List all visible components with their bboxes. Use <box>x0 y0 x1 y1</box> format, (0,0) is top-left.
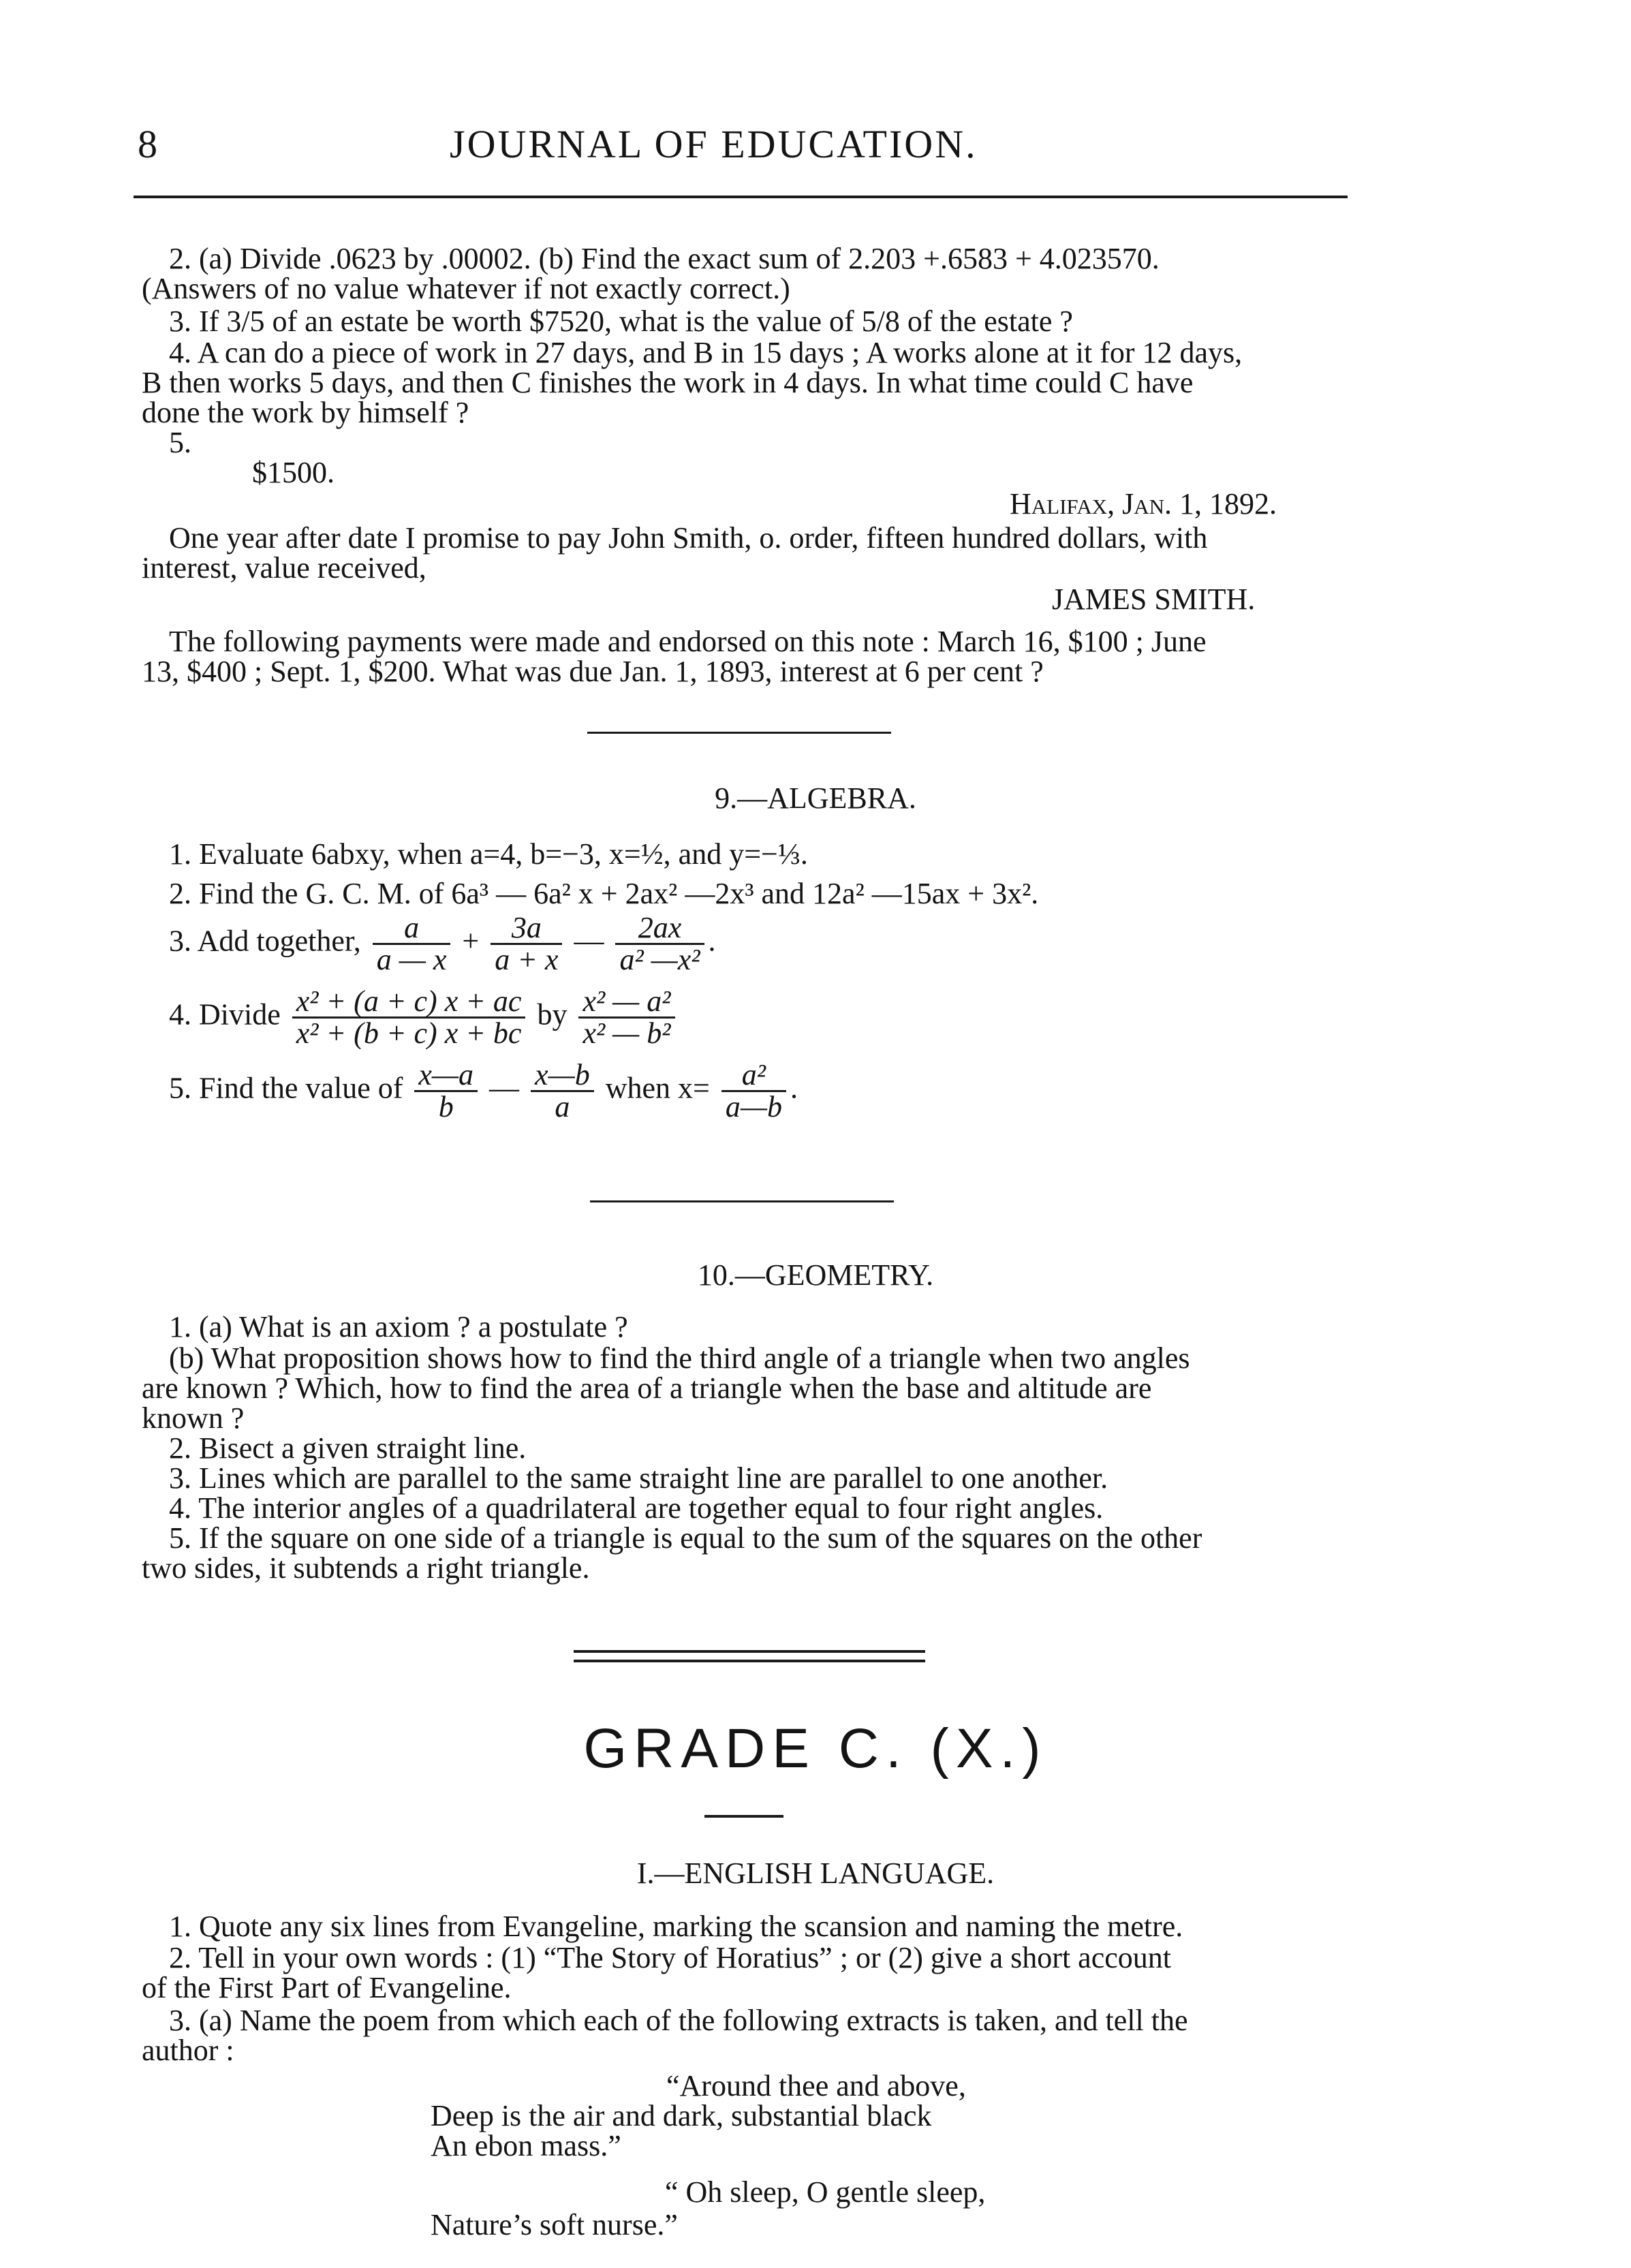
english-question-3-line-1: 3. (a) Name the poem from which each of the following extracts is taken, and tell the <box>169 2004 1188 2037</box>
geometry-question-5-line-1: 5. If the square on one side of a triangle is equal to the sum of the squares on the other <box>169 1521 1202 1555</box>
question-3: 3. If 3/5 of an estate be worth $7520, what is the value of 5/8 of the estate ? <box>169 305 1073 338</box>
section-divider <box>587 732 891 734</box>
english-question-2-line-2: of the First Part of Evangeline. <box>142 1971 512 2004</box>
fraction: $\frac{2ax}{\text{a² —x²}}$ <box>615 913 704 975</box>
page-number: 8 <box>138 122 159 166</box>
fraction: $\frac{\text{x² + (a + c) x + ac}}{\text{x² + (b + c) x + bc}}$ <box>292 987 526 1048</box>
extract-2-line-1: “ Oh sleep, O gentle sleep, <box>665 2175 986 2209</box>
fraction: $\frac{\text{a²}}{a—b}$ <box>721 1060 786 1122</box>
grade-short-rule <box>704 1815 783 1818</box>
geometry-question-3: 3. Lines which are parallel to the same straight line are parallel to one another. <box>169 1461 1108 1495</box>
question-4-line-3: done the work by himself ? <box>142 396 469 429</box>
question-4-line-2: B then works 5 days, and then C finishes the work in 4 days. In what time could C have <box>142 366 1194 399</box>
question-2b: (Answers of no value whatever if not exactly correct.) <box>142 272 790 305</box>
english-question-3-line-2: author : <box>142 2034 234 2067</box>
grade-title: GRADE C. (X.) <box>583 1718 1048 1780</box>
algebra-heading: 9.—ALGEBRA. <box>715 781 916 815</box>
journal-title: JOURNAL OF EDUCATION. <box>450 122 978 166</box>
payments-line-2: 13, $400 ; Sept. 1, $200. What was due Jan. 1, 1893, interest at 6 per cent ? <box>142 655 1044 688</box>
geometry-question-1b-line-3: known ? <box>142 1401 245 1435</box>
double-rule-top <box>574 1650 925 1653</box>
extract-1-line-1: “Around thee and above, <box>666 2069 966 2102</box>
question-5-label: 5. <box>169 426 191 459</box>
note-place-date: Halifax, Jan. 1, 1892. <box>1010 487 1277 521</box>
english-question-1: 1. Quote any six lines from Evangeline, marking the scansion and naming the metre. <box>169 1910 1183 1943</box>
geometry-question-2: 2. Bisect a given straight line. <box>169 1431 527 1465</box>
geometry-question-5-line-2: two sides, it subtends a right triangle. <box>142 1551 590 1585</box>
geometry-question-1b-line-2: are known ? Which, how to find the area of a triangle when the base and altitude are <box>142 1371 1152 1405</box>
algebra-question-4 <box>169 984 679 1050</box>
algebra-question-5: 5. Find the value of $\frac{x—a}{b}$ — $\frac{x—b}{a}$ when x= $\frac{\text{a²}}{a—b}$ . <box>169 1058 798 1123</box>
english-heading: I.—ENGLISH LANGUAGE. <box>636 1857 995 1890</box>
note-line-1: One year after date I promise to pay John Smith, o. order, fifteen hundred dollars, with <box>169 521 1208 555</box>
fraction: $\frac{a}{a — x}$ <box>373 913 451 975</box>
algebra-question-5-when: when x= <box>605 1071 710 1105</box>
double-rule-bottom <box>574 1660 925 1662</box>
fraction: $\frac{x—a}{b}$ <box>414 1060 478 1122</box>
section-divider <box>590 1200 894 1202</box>
algebra-question-3: 3. Add together, $\frac{a}{a — x}$ + $\frac{3a}{a + x}$ — $\frac{2ax}{\text{a² —x²}}$ . <box>169 911 716 976</box>
algebra-question-5-label: 5. Find the value of <box>169 1071 403 1105</box>
question-4-line-1: 4. A can do a piece of work in 27 days, and B in 15 days ; A works alone at it for 12 days, <box>169 336 1243 369</box>
english-question-2-line-1: 2. Tell in your own words : (1) “The Story of Horatius” ; or (2) give a short account <box>169 1941 1171 1974</box>
fraction: $\frac{\text{x² — a²}}{\text{x² — b²}}$ <box>578 987 674 1048</box>
extract-2-line-2: Nature’s soft nurse.” <box>431 2208 678 2241</box>
payments-line-1: The following payments were made and endorsed on this note : March 16, $100 ; June <box>169 625 1207 658</box>
algebra-question-1: 1. Evaluate 6abxy, when a=4, b=−3, x=½, and y=−⅓. <box>169 837 808 871</box>
question-2a: 2. (a) Divide .0623 by .00002. (b) Find the exact sum of 2.203 +.6583 + 4.023570. <box>169 242 1160 275</box>
geometry-question-4: 4. The interior angles of a quadrilateral are together equal to four right angles. <box>169 1491 1104 1525</box>
header-rule <box>134 196 1348 198</box>
note-signature: JAMES SMITH. <box>1052 582 1256 616</box>
geometry-question-1a: 1. (a) What is an axiom ? a postulate ? <box>169 1310 628 1343</box>
extract-1-line-3: An ebon mass.” <box>431 2129 621 2162</box>
extract-1-line-2: Deep is the air and dark, substantial black <box>431 2099 932 2132</box>
geometry-question-1b-line-1: (b) What proposition shows how to find the third angle of a triangle when two angles <box>169 1341 1190 1375</box>
algebra-question-4-by: by <box>537 997 568 1031</box>
fraction: $\frac{x—b}{a}$ <box>531 1060 594 1122</box>
note-line-2: interest, value received, <box>142 551 426 585</box>
note-amount: $1500. <box>252 456 335 489</box>
geometry-heading: 10.—GEOMETRY. <box>697 1258 934 1292</box>
algebra-question-4-label: 4. Divide <box>169 997 281 1031</box>
algebra-question-3-label: 3. Add together, <box>169 924 361 958</box>
fraction: $\frac{3a}{a + x}$ <box>491 913 562 975</box>
algebra-question-2: 2. Find the G. C. M. of 6a³ — 6a² x + 2ax² —2x³ and 12a² —15ax + 3x². <box>169 877 1039 910</box>
